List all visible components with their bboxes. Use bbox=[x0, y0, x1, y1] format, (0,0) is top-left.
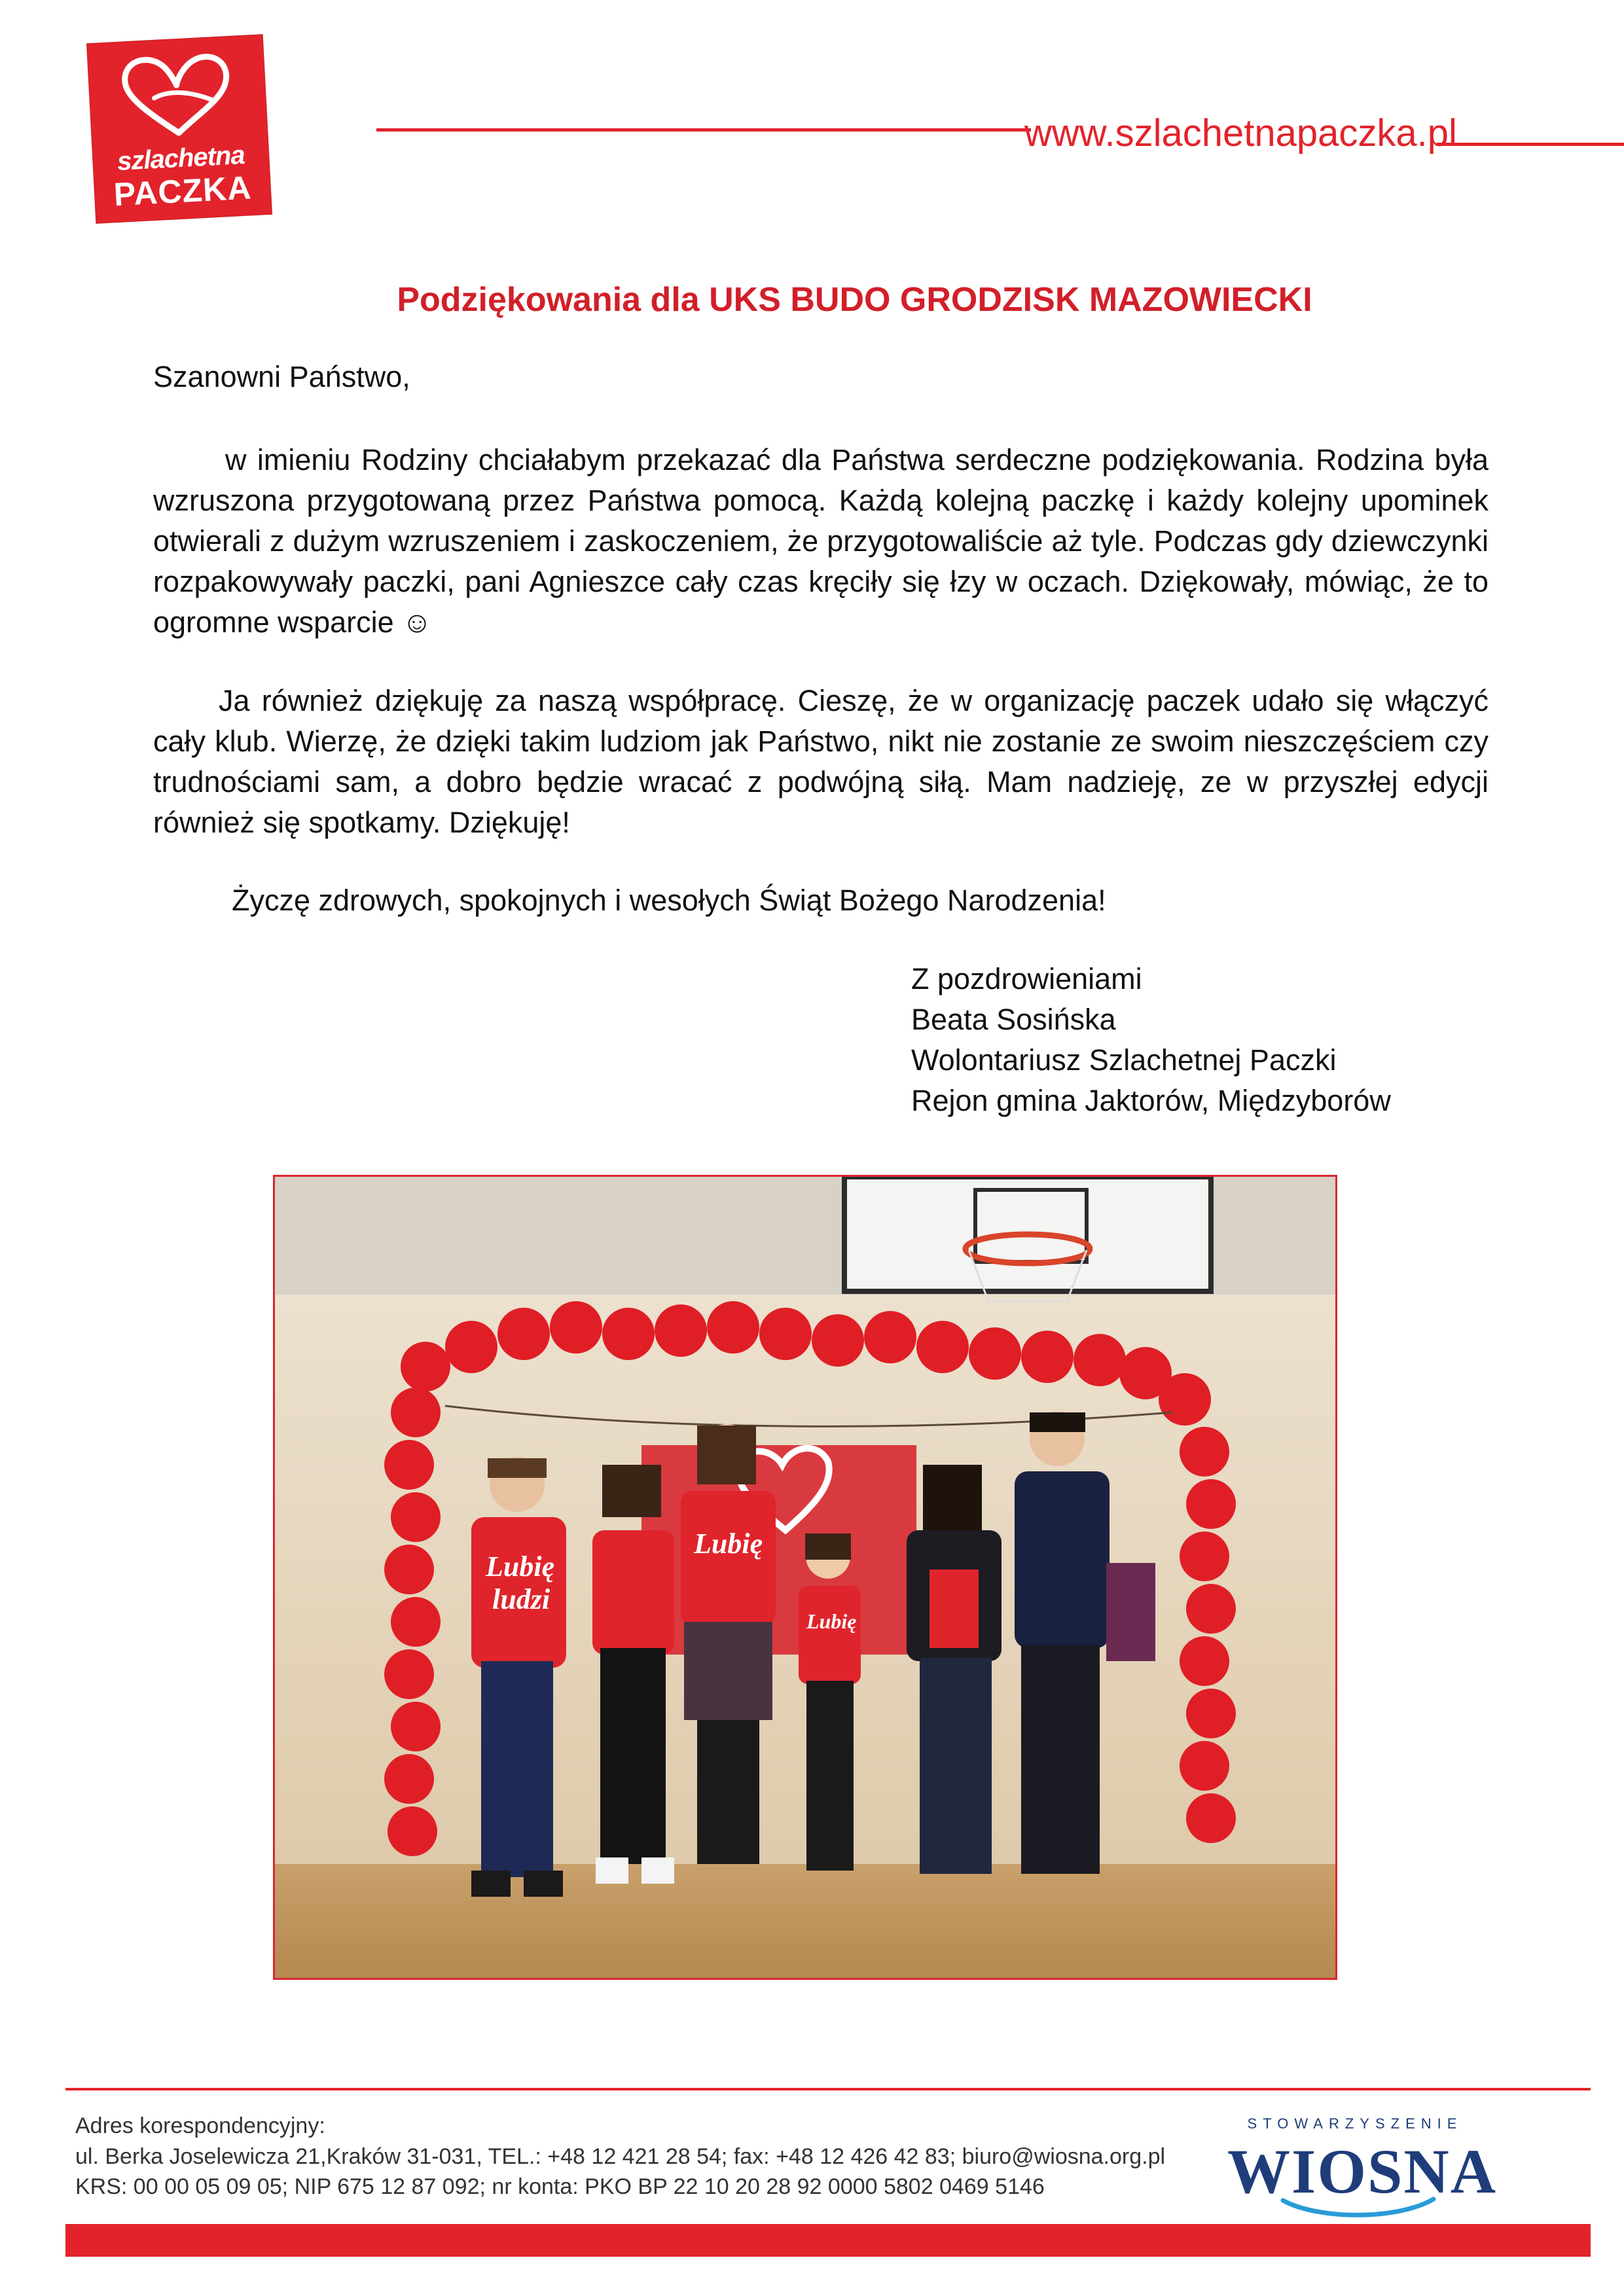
shirt-text: Lubię bbox=[806, 1609, 857, 1633]
footer-address-label: Adres korespondencyjny: bbox=[75, 2113, 325, 2138]
wiosna-logo: WIOSNA bbox=[1227, 2136, 1498, 2206]
logo-text-line2: PACZKA bbox=[113, 169, 253, 213]
header-divider bbox=[376, 128, 1031, 132]
signature-closing: Z pozdrowieniami bbox=[911, 962, 1142, 996]
website-link[interactable]: www.szlachetnapaczka.pl bbox=[1024, 112, 1457, 154]
footer-address: ul. Berka Joselewicza 21,Kraków 31-031, TEL.: +48 12 421 28 54; fax: +48 12 426 42 83; biuro@wiosna.org.pl bbox=[75, 2144, 1166, 2169]
letter-paragraph: Życzę zdrowych, spokojnych i wesołych Świąt Bożego Narodzenia! bbox=[232, 884, 1106, 917]
footer-bar bbox=[65, 2224, 1591, 2257]
signature-region: Rejon gmina Jaktorów, Międzyborów bbox=[911, 1084, 1391, 1117]
volunteers-photo-illustration bbox=[275, 1177, 1335, 1978]
footer-registry: KRS: 00 00 05 09 05; NIP 675 12 87 092; nr konta: PKO BP 22 10 20 28 92 0000 5802 0469 5146 bbox=[75, 2174, 1045, 2199]
signature-role: Wolontariusz Szlachetnej Paczki bbox=[911, 1043, 1337, 1077]
shirt-text: Lubię bbox=[694, 1528, 763, 1560]
signature-block bbox=[911, 959, 1391, 1121]
wiosna-logo-sup: STOWARZYSZENIE bbox=[1247, 2115, 1463, 2132]
letter-paragraph: Ja również dziękuję za naszą współpracę. Cieszę, że w organizację paczek udało się włączyć cały klub. Wierzę, że dzięki takim ludziom jak Państwo, nikt nie zostanie ze swoim nieszczęściem czy trudnościami sam, a dobro będzie wracać z podwójną siłą. Mam nadzieję, ze w przyszłej edycji również się spotkamy. Dziękuję! bbox=[153, 684, 1489, 839]
szlachetna-paczka-logo bbox=[87, 35, 272, 223]
shirt-text: Lubię bbox=[486, 1551, 555, 1583]
heart-logo-icon bbox=[113, 48, 242, 143]
group-photo bbox=[273, 1175, 1337, 1980]
header-divider-right bbox=[1437, 143, 1624, 146]
letter-title: Podziękowania dla UKS BUDO GRODZISK MAZOWIECKI bbox=[397, 281, 1312, 319]
footer-divider bbox=[65, 2088, 1591, 2090]
shirt-text: ludzi bbox=[492, 1583, 550, 1615]
letter-greeting: Szanowni Państwo, bbox=[153, 360, 410, 393]
logo-text-line1: szlachetna bbox=[117, 140, 245, 176]
letter-paragraph: w imieniu Rodziny chciałabym przekazać dla Państwa serdeczne podziękowania. Rodzina była wzruszona przygotowaną przez Państwa pomocą. Każdą kolejną paczkę i każdy kolejny upominek otwierali z dużym wzruszeniem i zaskoczeniem, że przygotowaliście aż tyle. Podczas gdy dziewczynki rozpakowywały paczki, pani Agnieszce cały czas kręciły się łzy w oczach. Dziękowały, mówiąc, że to ogromne wsparcie ☺ bbox=[153, 443, 1489, 639]
wiosna-wave-icon bbox=[1280, 2194, 1437, 2217]
signature-name: Beata Sosińska bbox=[911, 1003, 1116, 1036]
